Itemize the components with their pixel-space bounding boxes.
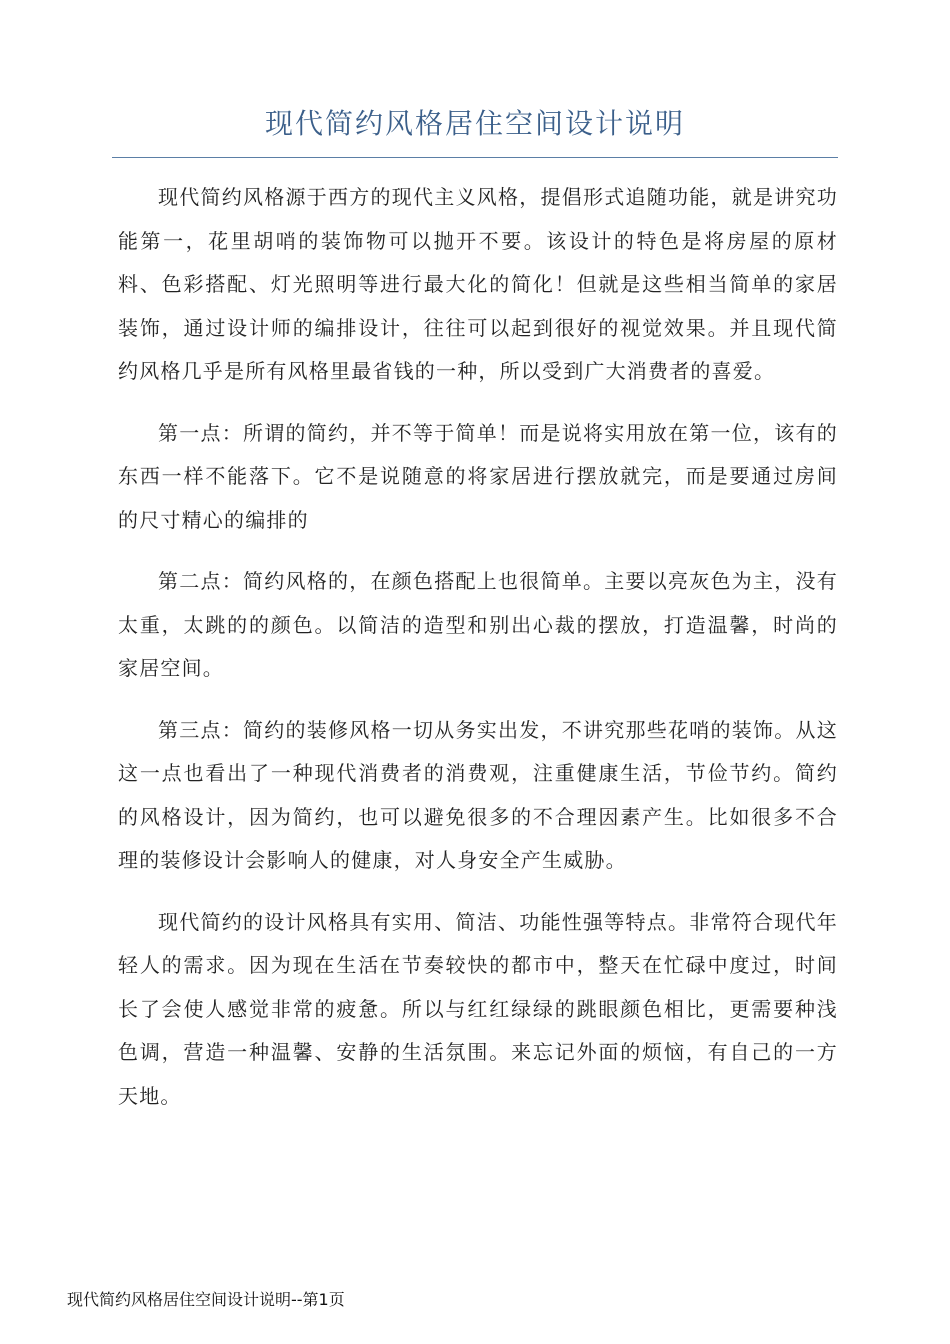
paragraph-point-2: 第二点：简约风格的，在颜色搭配上也很简单。主要以亮灰色为主，没有太重，太跳的的颜色。以简洁的造型和别出心裁的摆放，打造温馨，时尚的家居空间。 (118, 569, 838, 680)
paragraph-intro: 现代简约风格源于西方的现代主义风格，提倡形式追随功能，就是讲究功能第一，花里胡哨的装饰物可以抛开不要。该设计的特色是将房屋的原材料、色彩搭配、灯光照明等进行最大化的简化！但就是这些相当简单的家居装饰，通过设计师的编排设计，往往可以起到很好的视觉效果。并且现代简约风格几乎是所有风格里最省钱的一种，所以受到广大消费者的喜爱。 (118, 185, 838, 383)
document-body (118, 176, 838, 1136)
title-divider (112, 157, 838, 158)
paragraph-point-1: 第一点：所谓的简约，并不等于简单！而是说将实用放在第一位，该有的东西一样不能落下。它不是说随意的将家居进行摆放就完，而是要通过房间的尺寸精心的编排的 (118, 420, 838, 532)
paragraph-point-3: 第三点：简约的装修风格一切从务实出发，不讲究那些花哨的装饰。从这这一点也看出了一种现代消费者的消费观，注重健康生活，节俭节约。简约的风格设计，因为简约，也可以避免很多的不合理因素产生。比如很多不合理的装修设计会影响人的健康，对人身安全产生威胁。 (118, 717, 838, 872)
page-footer: 现代简约风格居住空间设计说明--第1页 (67, 1290, 345, 1309)
page-title: 现代简约风格居住空间设计说明 (264, 107, 685, 140)
paragraph-summary: 现代简约的设计风格具有实用、简洁、功能性强等特点。非常符合现代年轻人的需求。因为现在生活在节奏较快的都市中，整天在忙碌中度过，时间长了会使人感觉非常的疲惫。所以与红红绿绿的跳眼颜色相比，更需要种浅色调，营造一种温馨、安静的生活氛围。来忘记外面的烦恼，有自己的一方天地。 (118, 909, 838, 1108)
